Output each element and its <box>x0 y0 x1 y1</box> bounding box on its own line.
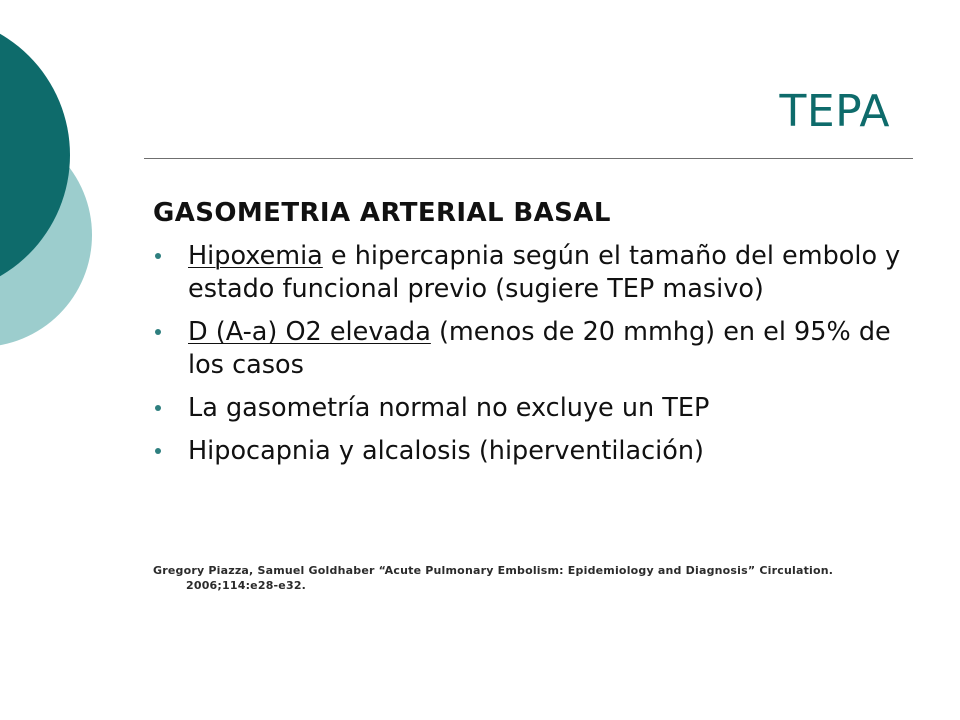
bullet-dot-icon <box>155 329 161 335</box>
citation: Gregory Piazza, Samuel Goldhaber “Acute Pulmonary Embolism: Epidemiology and Diagnosis” Circulation. 2006;114:e28-e32. <box>153 564 834 592</box>
bullet-dot-icon <box>155 253 161 259</box>
bullet-text: La gasometría normal no excluye un TEP <box>188 393 710 423</box>
bullet-underlined-text: Hipoxemia <box>188 241 323 271</box>
bullet-item <box>153 435 903 468</box>
title-divider <box>144 158 913 159</box>
bullet-text: e hipercapnia según el tamaño del embolo y estado funcional previo (sugiere TEP masivo) <box>188 241 901 304</box>
decorative-circles <box>0 0 110 400</box>
bullet-text: (menos de 20 mmhg) en el 95% de los casos <box>188 317 891 380</box>
bullet-dot-icon <box>155 448 161 454</box>
bullet-dot-icon <box>155 405 161 411</box>
bullet-item <box>153 316 903 382</box>
bullet-list <box>153 240 903 478</box>
bullet-underlined-text: D (A-a) O2 elevada <box>188 317 431 347</box>
bullet-item <box>153 240 903 306</box>
section-heading: GASOMETRIA ARTERIAL BASAL <box>153 198 611 228</box>
bullet-text: Hipocapnia y alcalosis (hiperventilación) <box>188 436 704 466</box>
slide-title: TEPA <box>779 86 890 137</box>
bullet-item <box>153 392 903 425</box>
